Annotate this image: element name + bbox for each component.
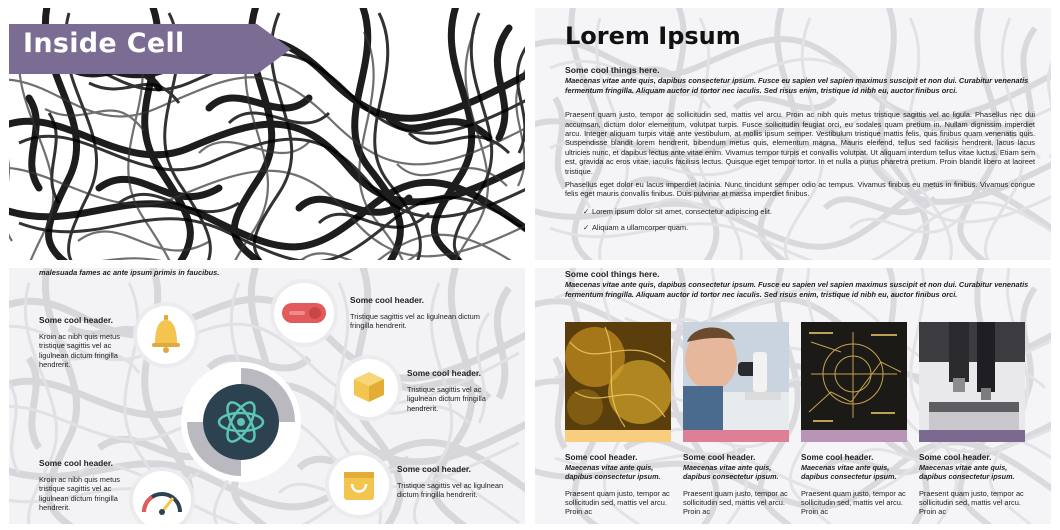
- info-block: Some cool header. Tristique sagittis vel ac ligulnean dictum fringilla hendrerit.: [350, 295, 480, 331]
- toggle-icon: [281, 302, 327, 324]
- cell-image: [565, 322, 671, 430]
- slide-lorem-ipsum: [535, 8, 1051, 260]
- card: Some cool header. Maecenas vitae ante quis, dapibus consectetur ipsum. Praesent quam justo, tempor ac sollicitudin sed, mattis vel arcu. Proin ac: [565, 322, 671, 516]
- card: Some cool header. Maecenas vitae ante quis, dapibus consectetur ipsum. Praesent quam justo, tempor ac sollicitudin sed, mattis vel arcu. Proin ac: [683, 322, 789, 516]
- info-block: Some cool header. Tristique sagittis vel ac ligulnean dictum fringilla hendrerit.: [397, 464, 504, 500]
- microscope-image: [919, 322, 1025, 430]
- info-block: Some cool header. Kroin ac nibh quis metus tristique sagittis vel ac ligulnean dictum fringilla hendrerit.: [39, 458, 120, 512]
- box-icon: [352, 370, 386, 404]
- gauge-icon: [140, 478, 184, 518]
- paragraph-2: Phasellus eget dolor eu lacus imperdiet lacinia. Nunc tincidunt semper odio ac tempus. Vivamus finibus eu metus in finibus. Vivamus congue felis eget mauris convallis finibus. Duis pulvinar at massa imperdiet finibus.: [565, 180, 1035, 199]
- check-item: ✓ Lorem ipsum dolor sit amet, consectetur adipiscing elit.: [583, 206, 772, 216]
- info-block: Some cool header. Tristique sagittis vel ac ligulnean dictum fringilla hendrerit.: [407, 368, 486, 413]
- bell-icon: [149, 314, 183, 354]
- check-icon: ✓: [583, 206, 590, 216]
- color-bar: [565, 430, 671, 442]
- atom-graphic: [179, 360, 303, 484]
- intro-text: Maecenas vitae ante quis, dapibus consectetur ipsum. Fusce eu sapien vel sapien maximus suscipit et non dui. Curabitur venenatis fermentum fringilla. Aliquam auctor id tortor nec iaculis. Sed risus enim, tristique id nibh eu, auctor finibus orci.: [565, 76, 1029, 95]
- paragraph-1: Praesent quam justo, tempor ac sollicitudin sed, mattis vel arcu. Proin ac nibh quis metus tristique sagittis vel ac ligula. Phasellus nec dui accumsan, dictum dolor elementum, volutpat turpis. Fusce sollicitudin feugiat orci, eu sodales quam pretium in. Nullam dignissim imperdiet arcu. Integer aliquam turpis vitae ante vestibulum, at mollis ipsum semper. Vestibulum tristique mattis felis, quis finibus quam venenatis quis. Suspendisse blandit lorem hendrerit, bibendum metus quis, elementum magna. Mauris eleifend, tellus sed facilisis hendrerit, lacus lacus ultricies nunc, et dapibus lectus ante vitae enim. Vivamus tempor turpis et convallis volutpat. Ut aliquam interdum tellus vitae luctus. Etiam sem est, gravida ac eros vitae, iaculis facilisis lectus. Quisque eget tempor tortor. In et nulla a purus pharetra pretium. Proin blandit libero at laoreet tristique.: [565, 110, 1035, 176]
- info-block: Some cool header. Kroin ac nibh quis metus tristique sagittis vel ac ligulnean dictum fringilla hendrerit.: [39, 315, 120, 369]
- slide-body: [565, 66, 1035, 240]
- intro-text: Maecenas vitae ante quis, dapibus consectetur ipsum. Fusce eu sapien vel sapien maximus suscipit et non dui. Curabitur venenatis fermentum fringilla. Aliquam auctor id tortor nec iaculis. Sed risus enim, tristique id nibh eu, auctor finibus orci.: [565, 280, 1029, 299]
- subheading: Some cool things here.: [565, 65, 660, 75]
- card: Some cool header. Maecenas vitae ante quis, dapibus consectetur ipsum. Praesent quam justo, tempor ac sollicitudin sed, mattis vel arcu. Proin ac: [919, 322, 1025, 516]
- bag-icon: [342, 466, 376, 502]
- card: Some cool header. Maecenas vitae ante quis, dapibus consectetur ipsum. Praesent quam justo, tempor ac sollicitudin sed, mattis vel arcu. Proin ac: [801, 322, 907, 516]
- top-text: malesuada fames ac ante ipsum primis in faucibus.: [39, 268, 220, 277]
- slide-inside-cell: [9, 8, 525, 260]
- check-list: [583, 207, 1035, 233]
- slide-intro: [565, 270, 1035, 299]
- color-bar: [683, 430, 789, 442]
- subheading: Some cool things here.: [565, 269, 660, 279]
- check-item: ✓ Aliquam a ullamcorper quam.: [583, 223, 689, 233]
- scientist-image: [683, 322, 789, 430]
- slide-title: Inside Cell: [23, 28, 185, 59]
- page-title: Lorem Ipsum: [565, 22, 741, 50]
- color-bar: [919, 430, 1025, 442]
- color-bar: [801, 430, 907, 442]
- slide-cards: [535, 268, 1051, 524]
- check-icon: ✓: [583, 223, 590, 233]
- slide-icons: [9, 268, 525, 524]
- formula-image: [801, 322, 907, 430]
